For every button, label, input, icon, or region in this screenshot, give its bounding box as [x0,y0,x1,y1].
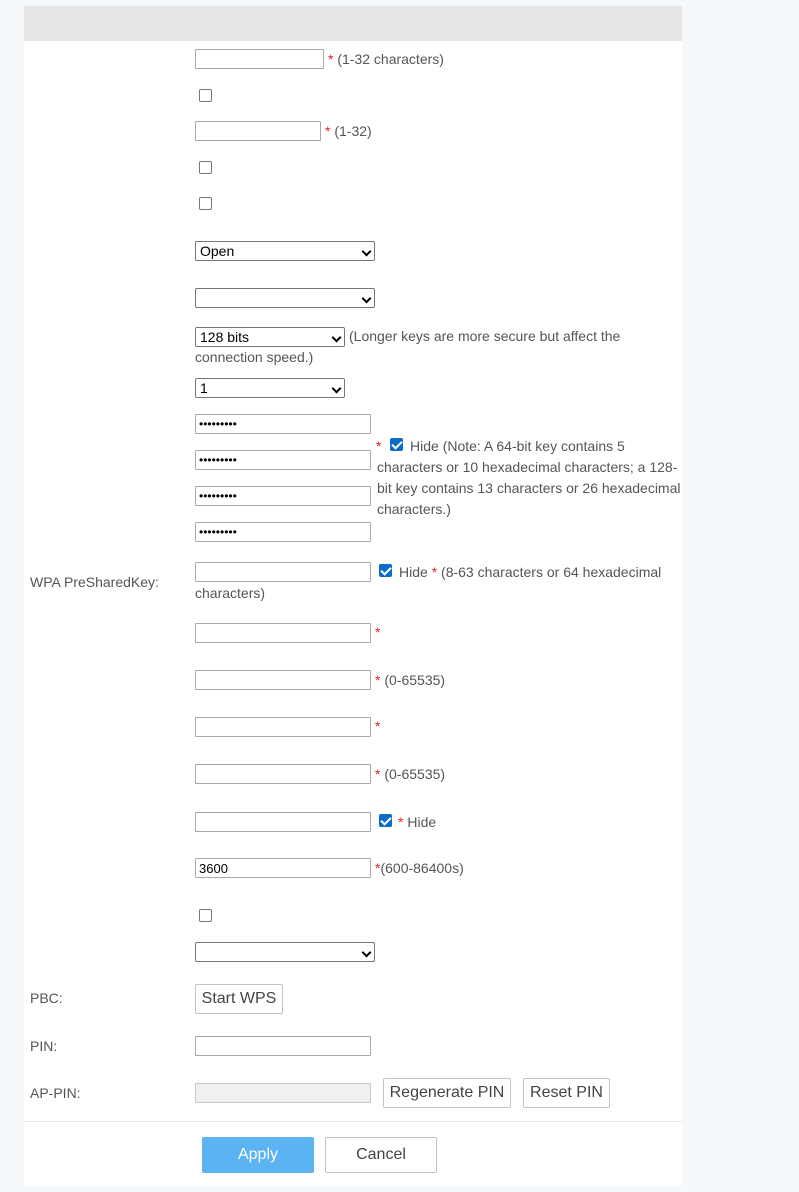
key-length-value: 128 bits [200,329,250,345]
port-2-input[interactable] [195,764,371,784]
auth-mode-select[interactable] [195,241,375,261]
wep-key-4-input[interactable] [195,522,371,542]
key-index-value: 1 [200,380,208,396]
range-hint: * (1-32) [325,123,372,139]
key-length-note: (Longer keys are more secure but affect the connection speed.) [195,328,621,365]
ap-pin-label: AP-PIN: [30,1085,81,1101]
range-input[interactable] [195,121,321,141]
wep-hide-label: Hide [410,438,439,454]
chevron-down-icon [332,384,342,394]
port-1-hint: * (0-65535) [375,672,446,688]
header-bar [24,6,682,41]
checkbox-1[interactable] [199,89,212,102]
rekey-interval-input[interactable] [195,858,371,878]
port-2-hint: * (0-65535) [375,766,446,782]
wep-key-2-input[interactable] [195,450,371,470]
required-star: * [376,438,382,454]
ssid-input[interactable] [195,49,324,69]
secret-hide-label: * Hide [398,814,437,830]
encryption-select[interactable] [195,288,375,308]
auth-mode-value: Open [200,243,235,259]
wep-note [377,436,682,520]
wps-mode-select[interactable] [195,942,375,962]
wpa-psk-note: Hide * (8-63 characters or 64 hexadecimal characters) [195,564,662,601]
key-index-select[interactable] [195,378,345,398]
cancel-button[interactable]: Cancel [325,1137,437,1173]
server-2-input[interactable] [195,717,371,737]
checkbox-3[interactable] [199,197,212,210]
server-1-input[interactable] [195,623,371,643]
ap-pin-input [195,1083,371,1103]
wep-key-3-input[interactable] [195,486,371,506]
start-wps-button[interactable]: Start WPS [195,984,283,1014]
port-1-input[interactable] [195,670,371,690]
footer-divider [24,1121,682,1122]
secret-input[interactable] [195,812,371,832]
secret-hide-checkbox[interactable] [379,814,392,827]
pin-label: PIN: [30,1038,58,1054]
ssid-hint: * (1-32 characters) [328,51,444,67]
wep-note-text: (Note: A 64-bit key contains 5 characters or 10 hexadecimal characters; a 128-bit key contains 13 characters or 26 hexadecimal characters.) [377,438,681,517]
regenerate-pin-button[interactable]: Regenerate PIN [383,1078,511,1108]
pin-input[interactable] [195,1036,371,1056]
wep-key-1-input[interactable] [195,414,371,434]
checkbox-4[interactable] [199,909,212,922]
chevron-down-icon [362,948,372,958]
reset-pin-button[interactable]: Reset PIN [523,1078,610,1108]
rekey-hint: *(600-86400s) [375,860,464,876]
chevron-down-icon [362,247,372,257]
wpa-psk-label: WPA PreSharedKey: [30,574,159,590]
apply-button[interactable]: Apply [202,1137,314,1173]
pbc-label: PBC: [30,990,63,1006]
chevron-down-icon [362,294,372,304]
required-star: * [375,718,381,734]
wpa-hide-label: Hide [399,564,428,580]
required-star: * [375,624,381,640]
checkbox-2[interactable] [199,161,212,174]
